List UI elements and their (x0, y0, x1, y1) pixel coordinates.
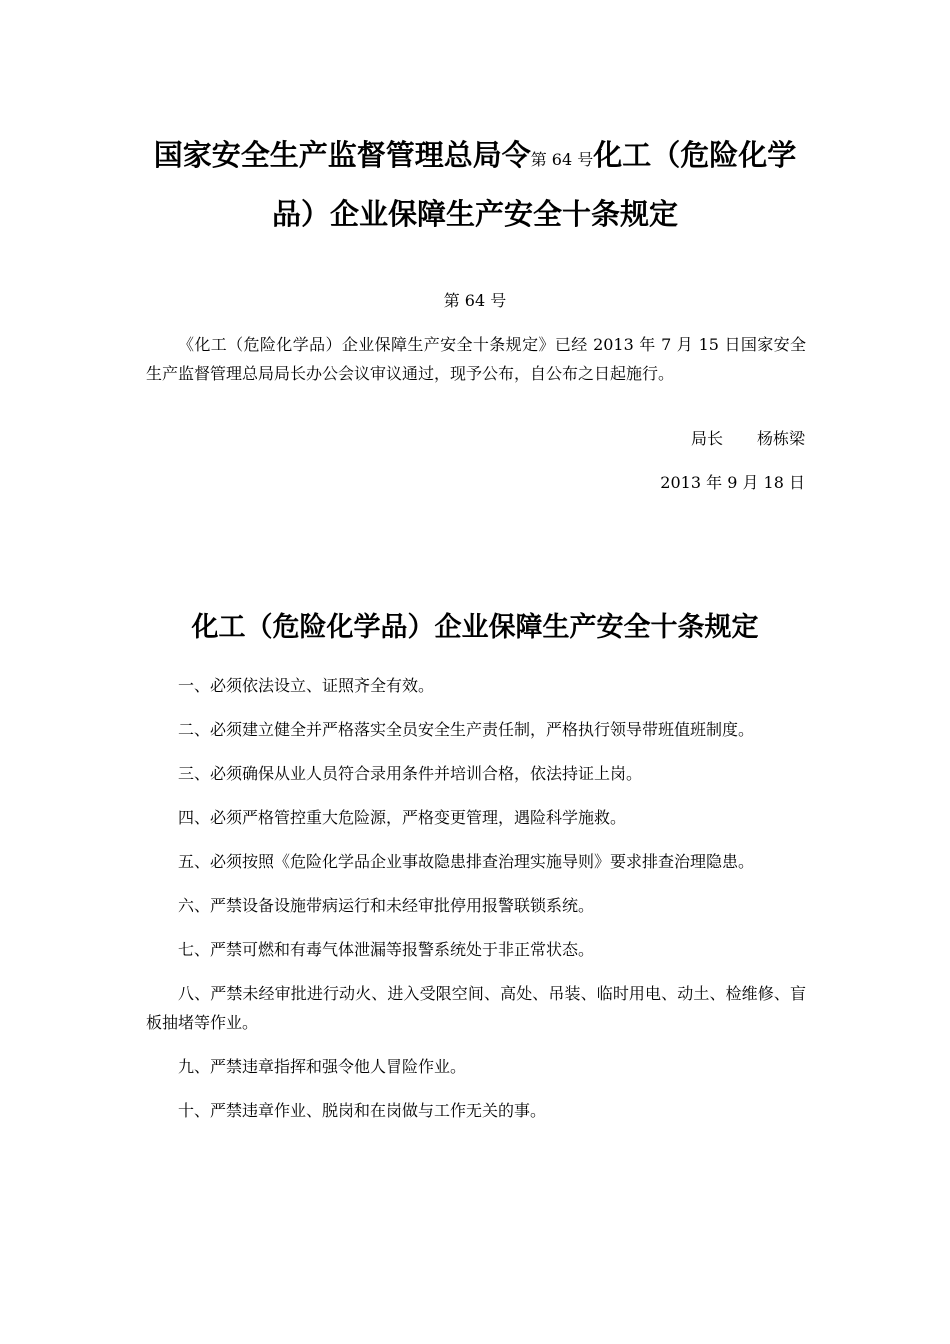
signer-name: 杨栋梁 (756, 429, 805, 448)
signer-role: 局长 (690, 429, 723, 448)
signature-line (691, 426, 805, 452)
rule-item: 六、严禁设备设施带病运行和未经审批停用报警联锁系统。 (178, 896, 595, 915)
main-title (140, 128, 810, 241)
section-title: 化工（危险化学品）企业保障生产安全十条规定 (191, 612, 759, 643)
rule-item: 三、必须确保从业人员符合录用条件并培训合格，依法持证上岗。 (178, 764, 643, 783)
order-number: 第 64 号 (443, 291, 507, 310)
rule-item: 一、必须依法设立、证照齐全有效。 (178, 676, 435, 695)
rule-item: 五、必须按照《危险化学品企业事故隐患排查治理实施导则》要求排查治理隐患。 (178, 852, 755, 871)
rule-item: 九、严禁违章指挥和强令他人冒险作业。 (178, 1057, 467, 1076)
issue-date: 2013 年 9 月 18 日 (660, 473, 805, 492)
rule-item: 二、必须建立健全并严格落实全员安全生产责任制，严格执行领导带班值班制度。 (178, 720, 755, 739)
intro-paragraph: 《化工（危险化学品）企业保障生产安全十条规定》已经 2013 年 7 月 15 日国家安全生产监督管理总局局长办公会议审议通过，现予公布，自公布之日起施行。 (146, 335, 806, 383)
rule-item: 八、严禁未经审批进行动火、进入受限空间、高处、吊装、临时用电、动土、检维修、盲板抽堵等作业。 (146, 984, 806, 1032)
main-title-order-number: 第 64 号 (530, 150, 594, 169)
rules-list (146, 671, 806, 1140)
main-title-part1: 国家安全生产监督管理总局令 (153, 138, 531, 172)
rule-item: 四、必须严格管控重大危险源，严格变更管理，遇险科学施救。 (178, 808, 627, 827)
main-title-part2: 化工（危险化学品）企业保障生产安全十条规定 (271, 138, 797, 231)
rule-item: 七、严禁可燃和有毒气体泄漏等报警系统处于非正常状态。 (178, 940, 595, 959)
rule-item: 十、严禁违章作业、脱岗和在岗做与工作无关的事。 (178, 1101, 547, 1120)
